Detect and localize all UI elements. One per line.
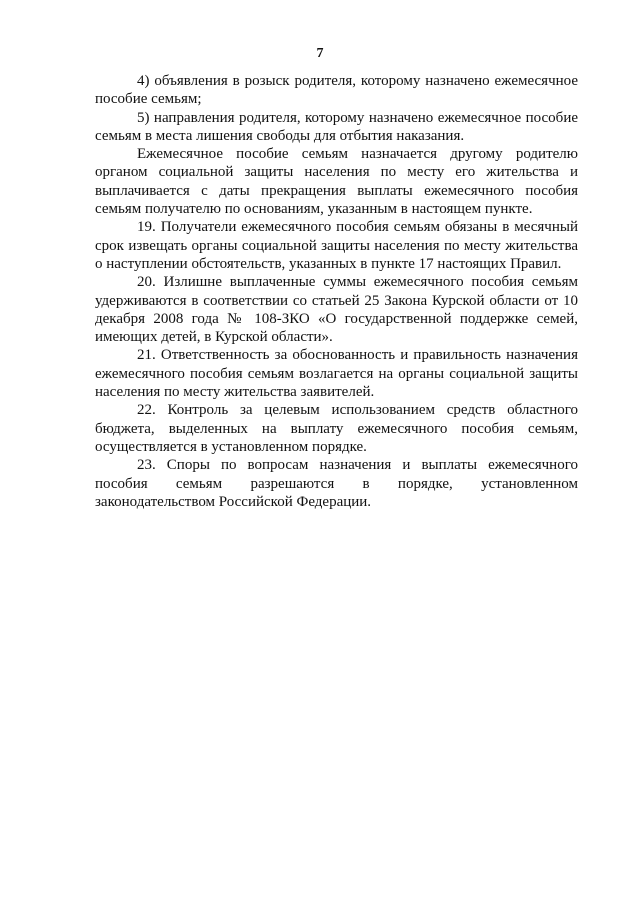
paragraph-monthly-benefit-other-parent: Ежемесячное пособие семьям назначается другому родителю органом социальной защиты населения по месту его жительства и выплачивается с даты прекращения выплаты ежемесячного пособия семьям получателю по основаниям, указанным в настоящем пункте. — [95, 146, 578, 218]
paragraph-22: 22. Контроль за целевым использованием средств областного бюджета, выделенных на выплату ежемесячного пособия семьям, осуществляется в установленном порядке. — [95, 402, 578, 455]
document-body — [95, 72, 578, 511]
page-number: 7 — [316, 46, 324, 61]
paragraph-19: 19. Получатели ежемесячного пособия семьям обязаны в месячный срок извещать органы социальной защиты населения по месту жительства о наступлении обстоятельств, указанных в пункте 17 настоящих Правил. — [95, 219, 578, 272]
paragraph-item-4: 4) объявления в розыск родителя, которому назначено ежемесячное пособие семьям; — [95, 73, 578, 108]
paragraph-23: 23. Споры по вопросам назначения и выплаты ежемесячного пособия семьям разрешаются в порядке, установленном законодательством Российской Федерации. — [95, 457, 578, 510]
paragraph-21: 21. Ответственность за обоснованность и правильность назначения ежемесячного пособия семьям возлагается на органы социальной защиты населения по месту жительства заявителей. — [95, 347, 578, 401]
paragraph-item-5: 5) направления родителя, которому назначено ежемесячное пособие семьям в места лишения свободы для отбытия наказания. — [95, 109, 578, 144]
paragraph-20: 20. Излишне выплаченные суммы ежемесячного пособия семьям удерживаются в соответствии со статьей 25 Закона Курской области от 10 декабря 2008 года № 108-ЗКО «О государственной поддержке семей, имеющих детей, в Курской области». — [95, 274, 578, 346]
